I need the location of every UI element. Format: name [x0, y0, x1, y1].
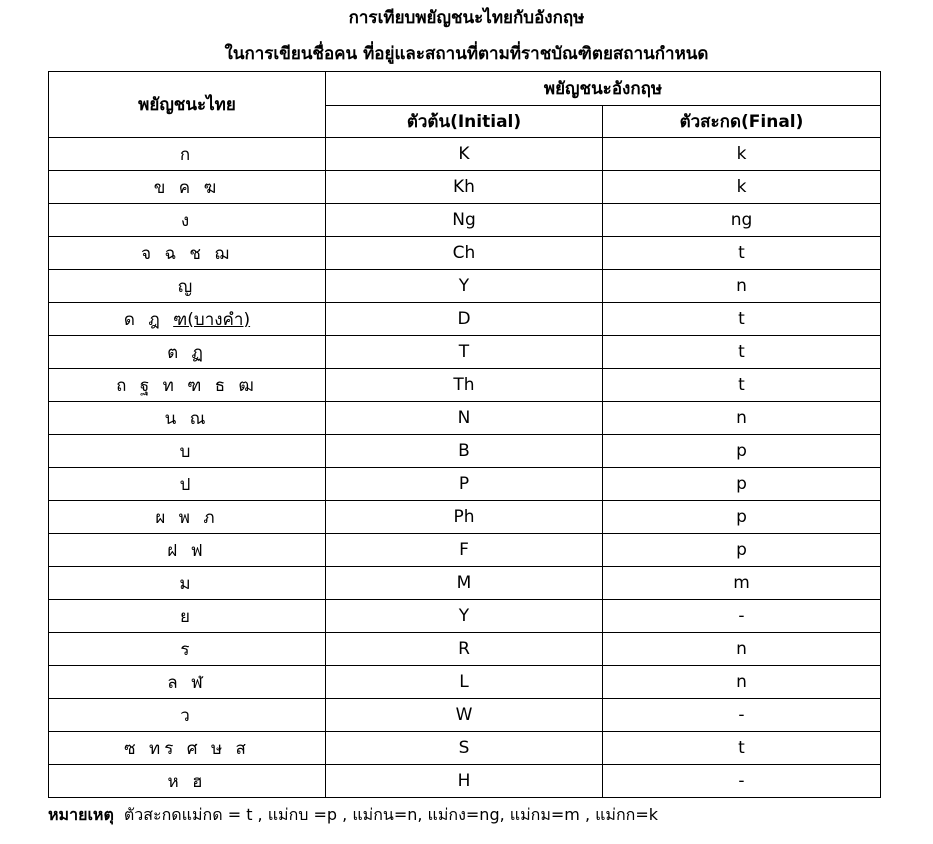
footnote-text: ตัวสะกดแม่กด = t , แม่กบ =p , แม่กน=n, แม่กง=ng, แม่กม=m , แม่กก=k	[123, 805, 659, 824]
initial-cell: P	[326, 468, 603, 501]
thai-consonants-cell	[49, 600, 326, 633]
thai-consonants: ต ฏ	[167, 342, 207, 363]
thai-consonants: ข ค ฆ	[153, 177, 221, 198]
initial-cell: B	[326, 435, 603, 468]
final-cell: p	[603, 534, 881, 567]
thai-consonants: ง	[180, 210, 194, 231]
initial-cell: T	[326, 336, 603, 369]
initial-cell: Ph	[326, 501, 603, 534]
initial-cell: Th	[326, 369, 603, 402]
thai-consonants-cell	[49, 633, 326, 666]
final-cell: n	[603, 402, 881, 435]
table-row	[49, 435, 881, 468]
thai-consonants-cell	[49, 765, 326, 798]
table-row	[49, 765, 881, 798]
final-cell: -	[603, 765, 881, 798]
final-cell: k	[603, 171, 881, 204]
table-row	[49, 567, 881, 600]
thai-consonants-cell	[49, 204, 326, 237]
page-title: การเทียบพยัญชนะไทยกับอังกฤษ	[348, 8, 585, 28]
thai-consonants-cell	[49, 468, 326, 501]
table-row	[49, 732, 881, 765]
header-final: ตัวสะกด(Final)	[603, 106, 881, 138]
final-cell: t	[603, 369, 881, 402]
initial-cell: N	[326, 402, 603, 435]
footnote	[48, 804, 658, 826]
header-thai: พยัญชนะไทย	[49, 72, 326, 138]
thai-consonants: ถ ฐ ท ฑ ธ ฒ	[116, 375, 258, 396]
thai-consonants-note: ฑ(บางคำ)	[173, 309, 251, 330]
initial-cell: F	[326, 534, 603, 567]
initial-cell: Y	[326, 270, 603, 303]
table-row	[49, 171, 881, 204]
thai-consonants: ฝ ฟ	[167, 540, 207, 561]
thai-consonants-cell	[49, 303, 326, 336]
thai-consonants-cell	[49, 567, 326, 600]
thai-consonants: ผ พ ภ	[155, 507, 219, 528]
thai-consonants-cell	[49, 336, 326, 369]
thai-consonants-cell	[49, 501, 326, 534]
table-row	[49, 138, 881, 171]
thai-consonants-cell	[49, 699, 326, 732]
final-cell: n	[603, 270, 881, 303]
final-cell: m	[603, 567, 881, 600]
thai-consonants: ป	[179, 474, 195, 495]
thai-consonants-cell	[49, 435, 326, 468]
thai-consonants: บ	[179, 441, 195, 462]
thai-consonants: น ณ	[164, 408, 210, 429]
final-cell: -	[603, 600, 881, 633]
thai-consonants-cell	[49, 138, 326, 171]
footnote-label: หมายเหตุ	[48, 805, 114, 824]
thai-consonants-cell	[49, 237, 326, 270]
initial-cell: Ch	[326, 237, 603, 270]
initial-cell: W	[326, 699, 603, 732]
thai-consonants: จ ฉ ช ฌ	[141, 243, 233, 264]
thai-consonants: ว	[180, 705, 194, 726]
thai-consonants: ย	[180, 606, 194, 627]
table-row	[49, 402, 881, 435]
final-cell: n	[603, 633, 881, 666]
header-english: พยัญชนะอังกฤษ	[326, 72, 881, 106]
table-row	[49, 633, 881, 666]
thai-consonants: ด ฎ	[123, 309, 174, 330]
initial-cell: Ng	[326, 204, 603, 237]
thai-consonants: ร	[180, 639, 194, 660]
thai-consonants-cell	[49, 666, 326, 699]
table-row	[49, 699, 881, 732]
initial-cell: K	[326, 138, 603, 171]
thai-consonants-cell	[49, 171, 326, 204]
final-cell: p	[603, 468, 881, 501]
table-row	[49, 369, 881, 402]
thai-consonants: ญ	[177, 276, 197, 297]
initial-cell: R	[326, 633, 603, 666]
thai-consonants-cell	[49, 369, 326, 402]
initial-cell: L	[326, 666, 603, 699]
thai-consonants-cell	[49, 402, 326, 435]
thai-consonants-cell	[49, 270, 326, 303]
table-row	[49, 270, 881, 303]
table-row	[49, 237, 881, 270]
final-cell: p	[603, 435, 881, 468]
thai-consonants-cell	[49, 732, 326, 765]
table-row	[49, 204, 881, 237]
thai-consonants: ม	[179, 573, 195, 594]
final-cell: -	[603, 699, 881, 732]
thai-consonants: ก	[179, 144, 195, 165]
final-cell: t	[603, 336, 881, 369]
thai-consonants-cell	[49, 534, 326, 567]
table-row	[49, 468, 881, 501]
final-cell: p	[603, 501, 881, 534]
initial-cell: S	[326, 732, 603, 765]
final-cell: k	[603, 138, 881, 171]
initial-cell: Kh	[326, 171, 603, 204]
final-cell: t	[603, 732, 881, 765]
thai-consonants: ล ฬ	[167, 672, 207, 693]
initial-cell: D	[326, 303, 603, 336]
table-row	[49, 336, 881, 369]
final-cell: ng	[603, 204, 881, 237]
table-row	[49, 534, 881, 567]
final-cell: n	[603, 666, 881, 699]
initial-cell: H	[326, 765, 603, 798]
final-cell: t	[603, 237, 881, 270]
page-subtitle: ในการเขียนชื่อคน ที่อยู่และสถานที่ตามที่ราชบัณฑิตยสถานกำหนด	[224, 44, 709, 64]
table-row	[49, 501, 881, 534]
initial-cell: M	[326, 567, 603, 600]
final-cell: t	[603, 303, 881, 336]
table-row	[49, 666, 881, 699]
header-initial: ตัวต้น(Initial)	[326, 106, 603, 138]
table-row	[49, 303, 881, 336]
initial-cell: Y	[326, 600, 603, 633]
table-body	[49, 138, 881, 798]
consonant-table	[48, 71, 881, 798]
thai-consonants: ห ฮ	[167, 771, 207, 792]
thai-consonants: ซ ทร ศ ษ ส	[124, 738, 250, 759]
table-row	[49, 600, 881, 633]
